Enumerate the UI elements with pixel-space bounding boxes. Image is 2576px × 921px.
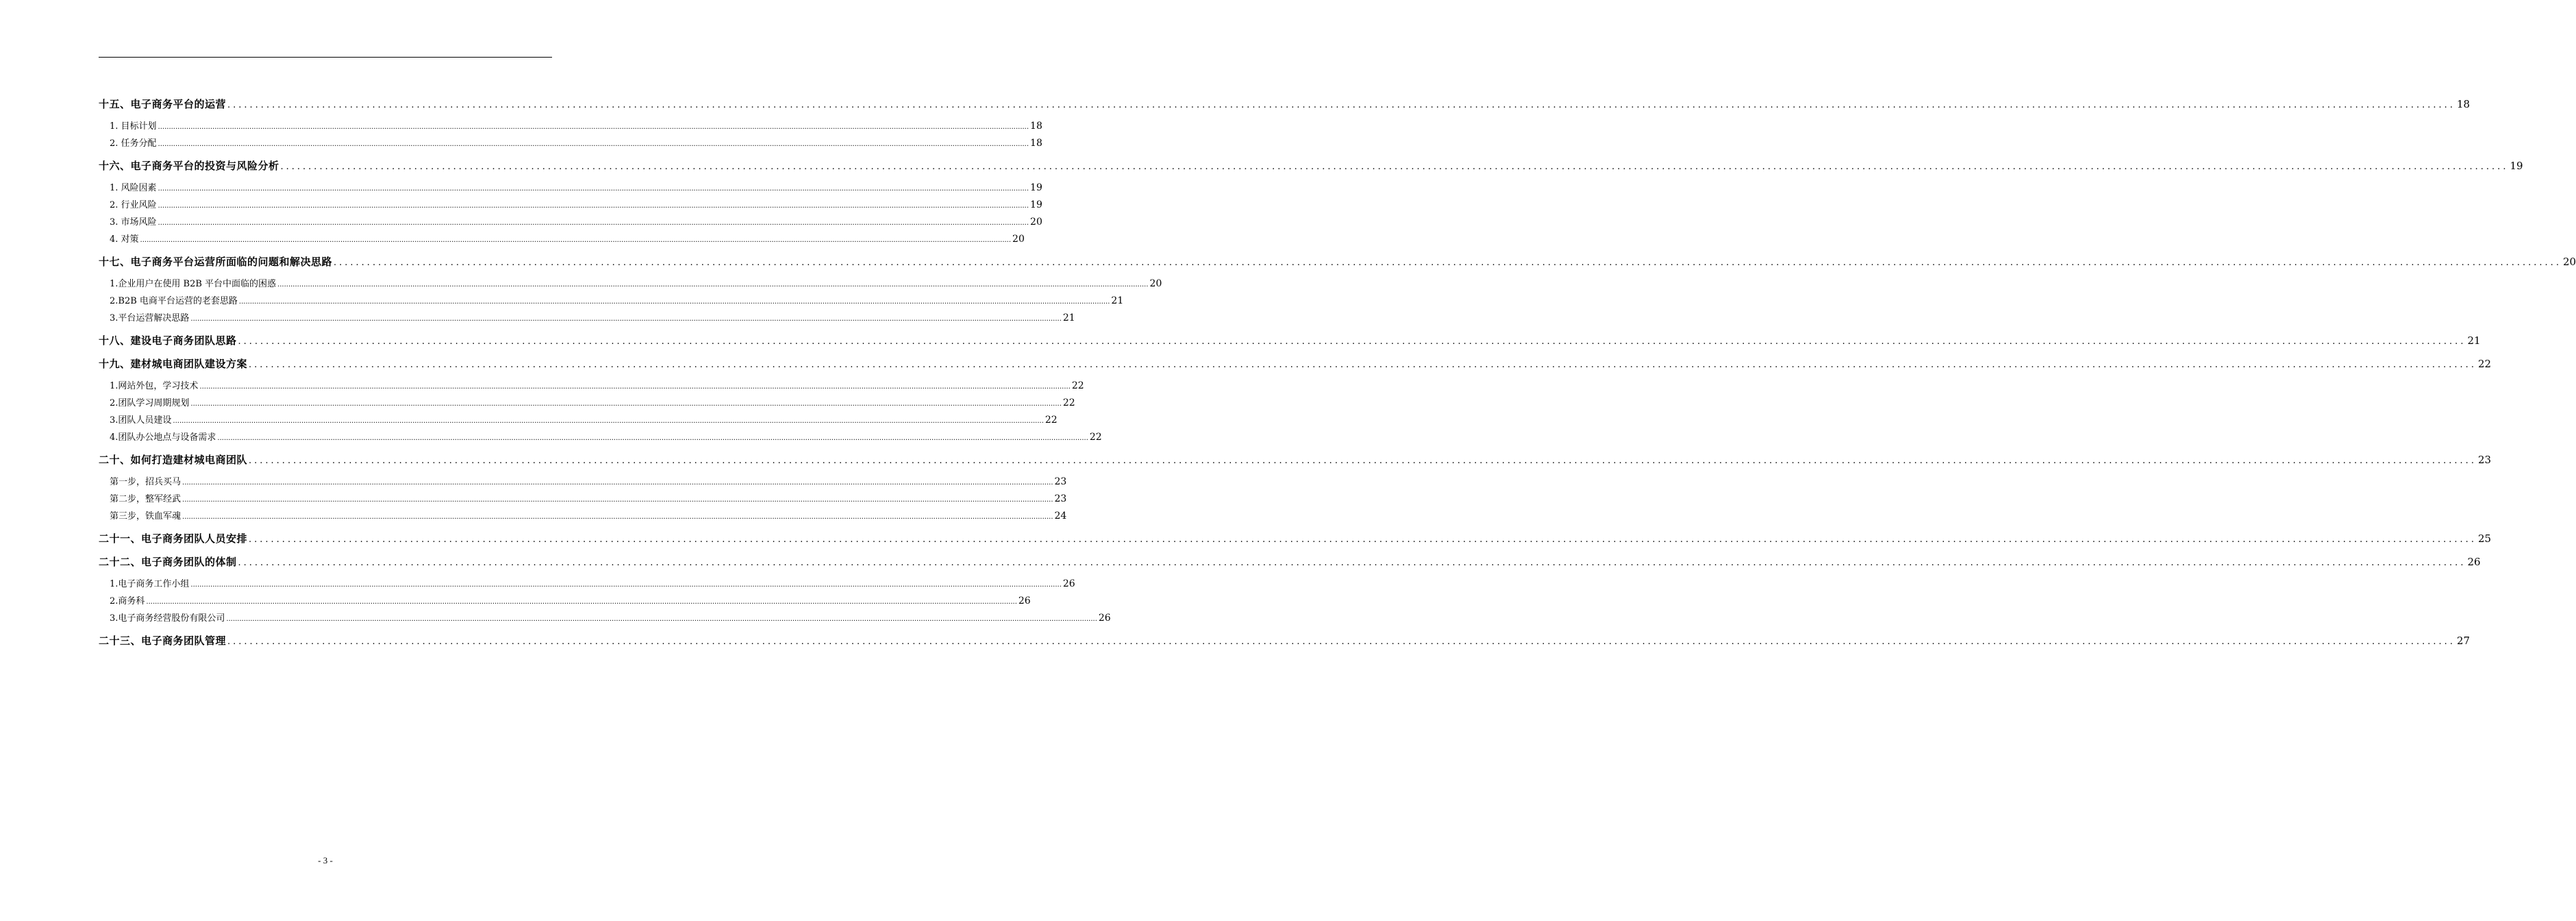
toc-section-entry[interactable] [99, 576, 1075, 593]
header-rule [99, 57, 552, 58]
table-of-contents [99, 95, 2576, 650]
toc-section-entry[interactable] [99, 310, 1075, 327]
toc-chapter-entry[interactable] [99, 95, 2471, 114]
toc-entry-page: 23 [1054, 476, 1067, 487]
toc-chapter-entry[interactable] [99, 552, 2481, 572]
toc-section-entry[interactable] [99, 378, 1084, 395]
toc-section-entry[interactable] [99, 491, 1067, 508]
toc-entry-title: 3. 市场风险 [110, 217, 157, 228]
toc-entry-title: 1. 风险因素 [110, 183, 157, 193]
toc-entry-title: 1.企业用户在使用 B2B 平台中面临的困惑 [110, 279, 277, 289]
toc-entry-page: 20 [2562, 256, 2576, 268]
toc-entry-page: 21 [1111, 295, 1124, 306]
toc-entry-page: 22 [1062, 397, 1075, 408]
toc-dot-leader: ................................................................................................................................................................................................................................................................................................................................................................................................................ [227, 637, 2455, 647]
toc-dot-leader: ................................................................................................................................................................................................................................................................................................................................................................................................................ [190, 400, 1062, 408]
toc-section-entry[interactable] [99, 231, 1025, 248]
toc-dot-leader: ................................................................................................................................................................................................................................................................................................................................................................................................................ [146, 598, 1017, 606]
toc-entry-title: 3.平台运营解决思路 [110, 313, 190, 323]
toc-entry-page: 22 [1089, 432, 1102, 443]
toc-dot-leader: ................................................................................................................................................................................................................................................................................................................................................................................................................ [158, 202, 1029, 210]
toc-dot-leader: ................................................................................................................................................................................................................................................................................................................................................................................................................ [182, 479, 1053, 487]
toc-entry-title: 1. 目标计划 [110, 121, 157, 132]
toc-section-entry[interactable] [99, 180, 1042, 197]
toc-dot-leader: ................................................................................................................................................................................................................................................................................................................................................................................................................ [199, 383, 1071, 391]
toc-dot-leader: ................................................................................................................................................................................................................................................................................................................................................................................................................ [158, 123, 1029, 131]
toc-dot-leader: ................................................................................................................................................................................................................................................................................................................................................................................................................ [334, 258, 2562, 268]
toc-entry-title: 4.团队办公地点与设备需求 [110, 432, 216, 443]
toc-entry-title: 第一步，招兵买马 [110, 477, 182, 487]
toc-entry-title: 十八、建设电子商务团队思路 [99, 334, 237, 347]
toc-entry-page: 19 [1030, 199, 1042, 210]
toc-dot-leader: ................................................................................................................................................................................................................................................................................................................................................................................................................ [277, 281, 1149, 288]
toc-entry-title: 2.商务科 [110, 596, 145, 606]
toc-entry-page: 22 [1071, 380, 1084, 391]
toc-entry-page: 24 [1054, 511, 1067, 521]
toc-section-entry[interactable] [99, 197, 1042, 214]
toc-chapter-entry[interactable] [99, 450, 2492, 469]
toc-entry-page: 21 [2467, 334, 2481, 347]
toc-entry-title: 十九、建材城电商团队建设方案 [99, 358, 248, 370]
toc-entry-page: 20 [1030, 217, 1042, 228]
toc-entry-page: 26 [1018, 595, 1031, 606]
toc-entry-page: 20 [1012, 234, 1025, 245]
toc-entry-page: 18 [1030, 121, 1042, 132]
toc-entry-title: 十五、电子商务平台的运营 [99, 98, 227, 110]
toc-entry-title: 2.B2B 电商平台运营的老套思路 [110, 296, 238, 306]
toc-dot-leader: ................................................................................................................................................................................................................................................................................................................................................................................................................ [158, 185, 1029, 193]
toc-entry-title: 3.团队人员建设 [110, 415, 172, 426]
toc-entry-title: 2. 任务分配 [110, 138, 157, 149]
toc-entry-title: 二十、如何打造建材城电商团队 [99, 454, 248, 466]
toc-dot-leader: ................................................................................................................................................................................................................................................................................................................................................................................................................ [280, 162, 2509, 172]
toc-section-entry[interactable] [99, 293, 1124, 310]
toc-entry-page: 19 [2510, 160, 2523, 172]
toc-entry-page: 22 [1045, 415, 1058, 426]
toc-section-entry[interactable] [99, 135, 1042, 152]
toc-entry-page: 26 [1062, 578, 1075, 589]
toc-entry-page: 27 [2456, 635, 2471, 647]
toc-entry-page: 20 [1149, 278, 1162, 289]
toc-entry-page: 26 [1098, 613, 1111, 624]
toc-entry-title: 3.电子商务经营股份有限公司 [110, 613, 225, 624]
toc-entry-page: 18 [1030, 138, 1042, 149]
toc-section-entry[interactable] [99, 593, 1031, 610]
toc-chapter-entry[interactable] [99, 331, 2481, 350]
toc-dot-leader: ................................................................................................................................................................................................................................................................................................................................................................................................................ [238, 298, 1110, 306]
toc-entry-page: 23 [1054, 493, 1067, 504]
toc-entry-page: 23 [2477, 454, 2492, 466]
toc-entry-title: 2.团队学习周期规划 [110, 398, 190, 408]
toc-entry-title: 第二步，整军经武 [110, 494, 182, 504]
toc-section-entry[interactable] [99, 429, 1102, 446]
toc-dot-leader: ................................................................................................................................................................................................................................................................................................................................................................................................................ [182, 496, 1053, 504]
toc-chapter-entry[interactable] [99, 631, 2471, 650]
toc-section-entry[interactable] [99, 474, 1067, 491]
toc-entry-title: 1.网站外包，学习技术 [110, 381, 199, 391]
toc-dot-leader: ................................................................................................................................................................................................................................................................................................................................................................................................................ [226, 615, 1097, 623]
toc-chapter-entry[interactable] [99, 252, 2576, 271]
toc-entry-title: 十七、电子商务平台运营所面临的问题和解决思路 [99, 256, 333, 268]
toc-entry-page: 22 [2477, 358, 2492, 370]
toc-section-entry[interactable] [99, 118, 1042, 135]
toc-dot-leader: ................................................................................................................................................................................................................................................................................................................................................................................................................ [190, 581, 1062, 589]
toc-dot-leader: ................................................................................................................................................................................................................................................................................................................................................................................................................ [190, 315, 1062, 323]
toc-entry-title: 4. 对策 [110, 234, 139, 245]
toc-dot-leader: ................................................................................................................................................................................................................................................................................................................................................................................................................ [238, 558, 2466, 568]
toc-dot-leader: ................................................................................................................................................................................................................................................................................................................................................................................................................ [249, 360, 2477, 370]
page-number: - 3 - [318, 855, 333, 865]
toc-entry-page: 21 [1062, 312, 1075, 323]
toc-dot-leader: ................................................................................................................................................................................................................................................................................................................................................................................................................ [227, 100, 2455, 110]
toc-entry-title: 二十三、电子商务团队管理 [99, 635, 227, 647]
toc-section-entry[interactable] [99, 395, 1075, 412]
toc-entry-title: 1.电子商务工作小组 [110, 579, 190, 589]
toc-entry-page: 25 [2477, 532, 2492, 545]
toc-entry-page: 19 [1030, 182, 1042, 193]
toc-dot-leader: ................................................................................................................................................................................................................................................................................................................................................................................................................ [182, 513, 1053, 521]
toc-entry-title: 第三步，铁血军魂 [110, 511, 182, 521]
toc-chapter-entry[interactable] [99, 529, 2492, 548]
toc-dot-leader: ................................................................................................................................................................................................................................................................................................................................................................................................................ [158, 140, 1029, 148]
toc-entry-title: 二十一、电子商务团队人员安排 [99, 532, 248, 545]
toc-dot-leader: ................................................................................................................................................................................................................................................................................................................................................................................................................ [158, 219, 1029, 227]
toc-entry-page: 18 [2456, 98, 2471, 110]
toc-section-entry[interactable] [99, 412, 1058, 429]
toc-dot-leader: ................................................................................................................................................................................................................................................................................................................................................................................................................ [249, 535, 2477, 545]
toc-dot-leader: ................................................................................................................................................................................................................................................................................................................................................................................................................ [217, 434, 1088, 442]
toc-chapter-entry[interactable] [99, 354, 2492, 373]
toc-dot-leader: ................................................................................................................................................................................................................................................................................................................................................................................................................ [140, 236, 1012, 244]
toc-section-entry[interactable] [99, 610, 1111, 627]
toc-dot-leader: ................................................................................................................................................................................................................................................................................................................................................................................................................ [238, 336, 2466, 347]
toc-entry-title: 十六、电子商务平台的投资与风险分析 [99, 160, 279, 172]
toc-entry-page: 26 [2467, 556, 2481, 568]
toc-chapter-entry[interactable] [99, 156, 2523, 175]
toc-dot-leader: ................................................................................................................................................................................................................................................................................................................................................................................................................ [173, 417, 1044, 425]
toc-dot-leader: ................................................................................................................................................................................................................................................................................................................................................................................................................ [249, 456, 2477, 466]
toc-section-entry[interactable] [99, 508, 1067, 525]
toc-entry-title: 二十二、电子商务团队的体制 [99, 556, 237, 568]
toc-entry-title: 2. 行业风险 [110, 200, 157, 210]
toc-section-entry[interactable] [99, 275, 1162, 293]
toc-section-entry[interactable] [99, 214, 1042, 231]
